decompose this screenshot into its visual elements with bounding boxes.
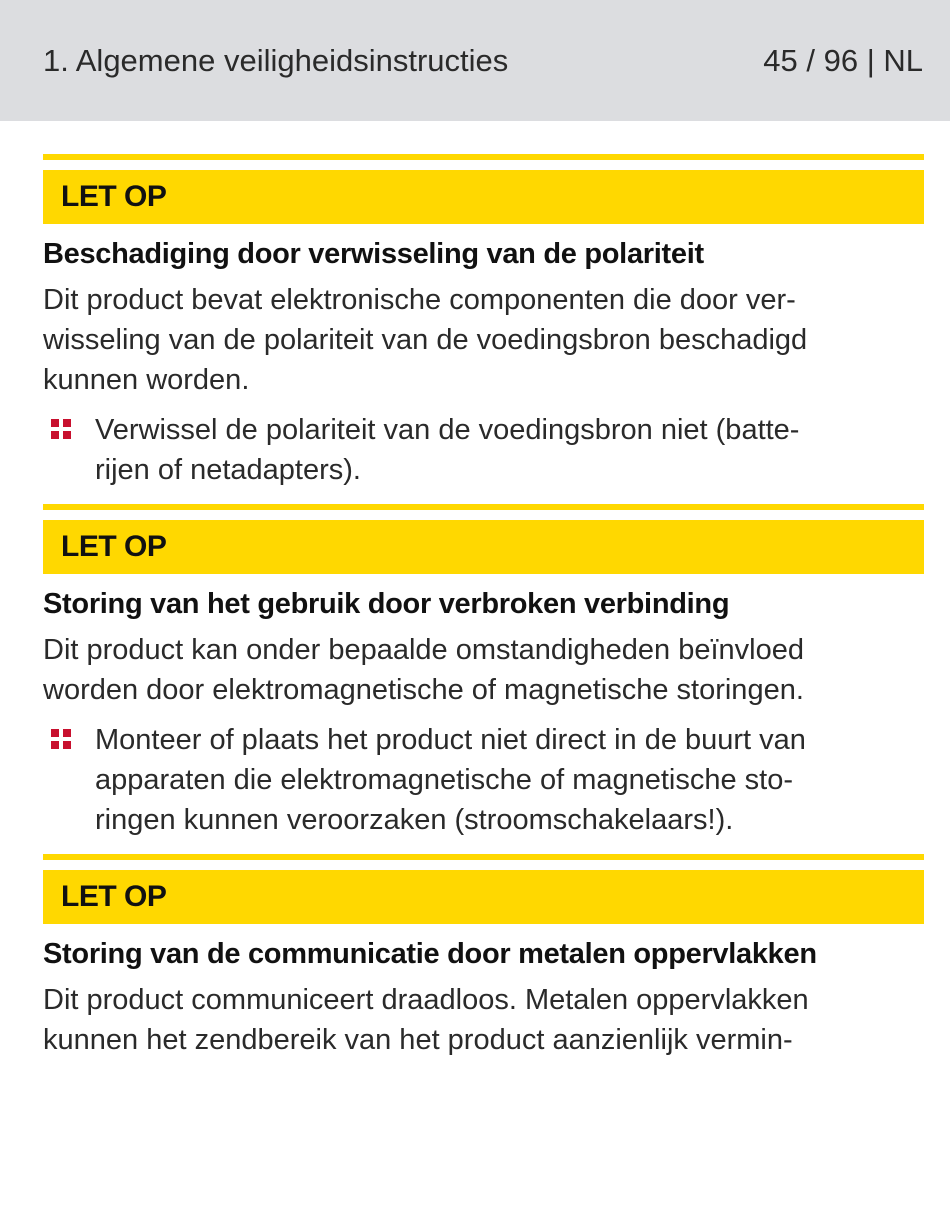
notice-rule xyxy=(43,154,924,160)
notice-title: Storing van de communicatie door metalen oppervlakken xyxy=(43,938,817,970)
bullet-line: ringen kunnen veroorzaken (stroomschakelaars!). xyxy=(95,804,734,836)
notice xyxy=(43,854,924,1060)
notice-body xyxy=(43,980,924,1060)
bullet-line: apparaten die elektromagnetische of magnetische sto- xyxy=(95,764,794,796)
notice-bullet xyxy=(43,410,924,490)
notice xyxy=(43,154,924,490)
bullet-line: Verwissel de polariteit van de voedingsbron niet (batte- xyxy=(95,414,800,446)
red-square-bullet-icon xyxy=(51,419,71,439)
notice-rule xyxy=(43,854,924,860)
body-line: kunnen het zendbereik van het product aanzienlijk vermin- xyxy=(43,1024,793,1056)
red-square-bullet-icon xyxy=(51,729,71,749)
body-line: Dit product communiceert draadloos. Metalen oppervlakken xyxy=(43,984,809,1016)
section-title: 1. Algemene veiligheidsinstructies xyxy=(43,42,509,78)
notice-body xyxy=(43,630,924,710)
notice-label: LET OP xyxy=(43,520,924,574)
body-line: wisseling van de polariteit van de voedingsbron beschadigd xyxy=(43,324,808,356)
page-indicator: 45 / 96 | NL xyxy=(763,42,923,78)
notice-body xyxy=(43,280,924,400)
notice-label: LET OP xyxy=(43,170,924,224)
notice-title: Storing van het gebruik door verbroken verbinding xyxy=(43,588,730,620)
bullet-line: Monteer of plaats het product niet direct in de buurt van xyxy=(95,724,806,756)
bullet-line: rijen of netadapters). xyxy=(95,454,361,486)
notice xyxy=(43,504,924,840)
page-content xyxy=(0,154,950,1060)
notice-label: LET OP xyxy=(43,870,924,924)
notice-title: Beschadiging door verwisseling van de polariteit xyxy=(43,238,704,270)
body-line: kunnen worden. xyxy=(43,364,250,396)
notice-bullet xyxy=(43,720,924,840)
body-line: worden door elektromagnetische of magnetische storingen. xyxy=(43,674,804,706)
notice-rule xyxy=(43,504,924,510)
page-header xyxy=(0,0,950,121)
body-line: Dit product kan onder bepaalde omstandigheden beïnvloed xyxy=(43,634,804,666)
body-line: Dit product bevat elektronische componenten die door ver- xyxy=(43,284,796,316)
